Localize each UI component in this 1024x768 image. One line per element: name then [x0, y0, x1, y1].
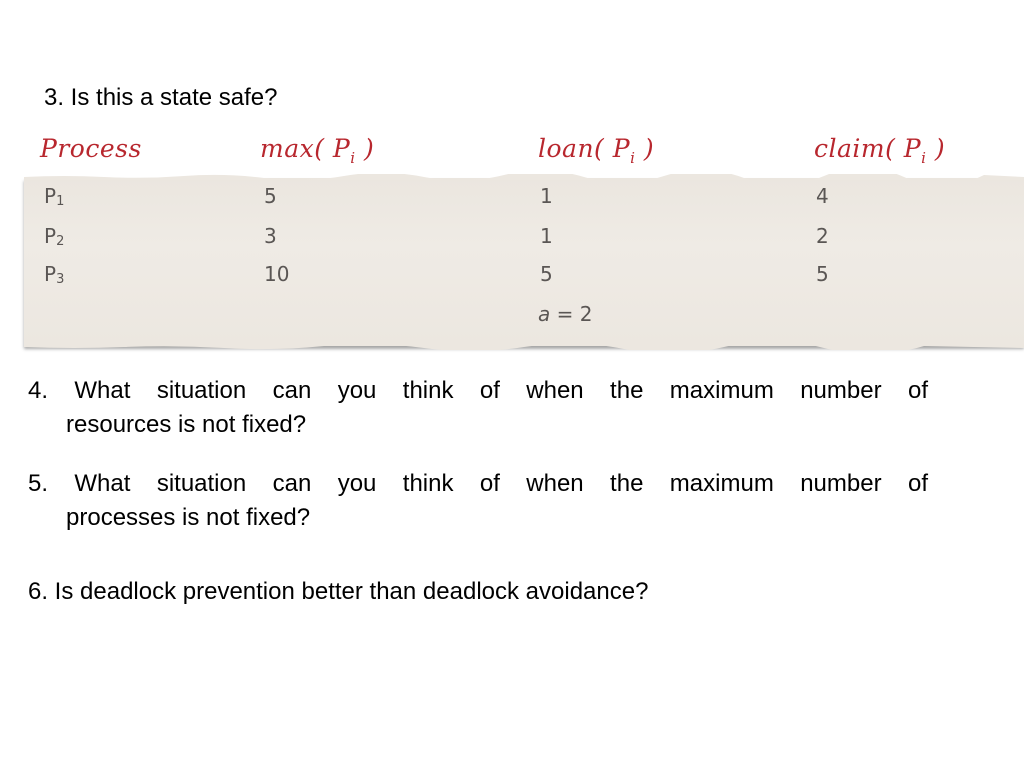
question-5-line-1: 5. What situation can you think of when the maximum number of — [28, 470, 928, 497]
row-1-loan: 1 — [540, 184, 553, 208]
header-max: max( $P_i$ ) — [260, 134, 375, 167]
header-process: Process — [40, 134, 142, 163]
row-2-process: $P_2$ — [44, 224, 65, 249]
row-3-loan: 5 — [540, 262, 553, 286]
available-units: a = 2 — [538, 302, 593, 326]
row-2-max: 3 — [264, 224, 277, 248]
torn-edge-top — [24, 174, 1024, 180]
row-1-claim: 4 — [816, 184, 829, 208]
header-claim: claim( $P_i$ ) — [814, 134, 946, 167]
row-1-process: $P_1$ — [44, 184, 65, 209]
table-header-row — [24, 128, 1024, 178]
resource-table — [24, 128, 1024, 350]
paper-background — [24, 178, 1024, 346]
row-2-loan: 1 — [540, 224, 553, 248]
header-loan: loan( $P_i$ ) — [538, 134, 655, 167]
row-3-max: 10 — [264, 262, 290, 286]
question-5 — [28, 467, 928, 535]
row-3-claim: 5 — [816, 262, 829, 286]
row-1-max: 5 — [264, 184, 277, 208]
question-6: 6. Is deadlock prevention better than deadlock avoidance? — [28, 578, 649, 605]
row-3-process: $P_3$ — [44, 262, 65, 287]
question-4-line-2: resources is not fixed? — [66, 411, 307, 438]
row-2-claim: 2 — [816, 224, 829, 248]
question-3: 3. Is this a state safe? — [44, 84, 278, 111]
question-4 — [28, 374, 928, 442]
question-5-line-2: processes is not fixed? — [66, 504, 311, 531]
question-4-line-1: 4. What situation can you think of when the maximum number of — [28, 377, 928, 404]
torn-edge-bottom — [24, 344, 1024, 350]
